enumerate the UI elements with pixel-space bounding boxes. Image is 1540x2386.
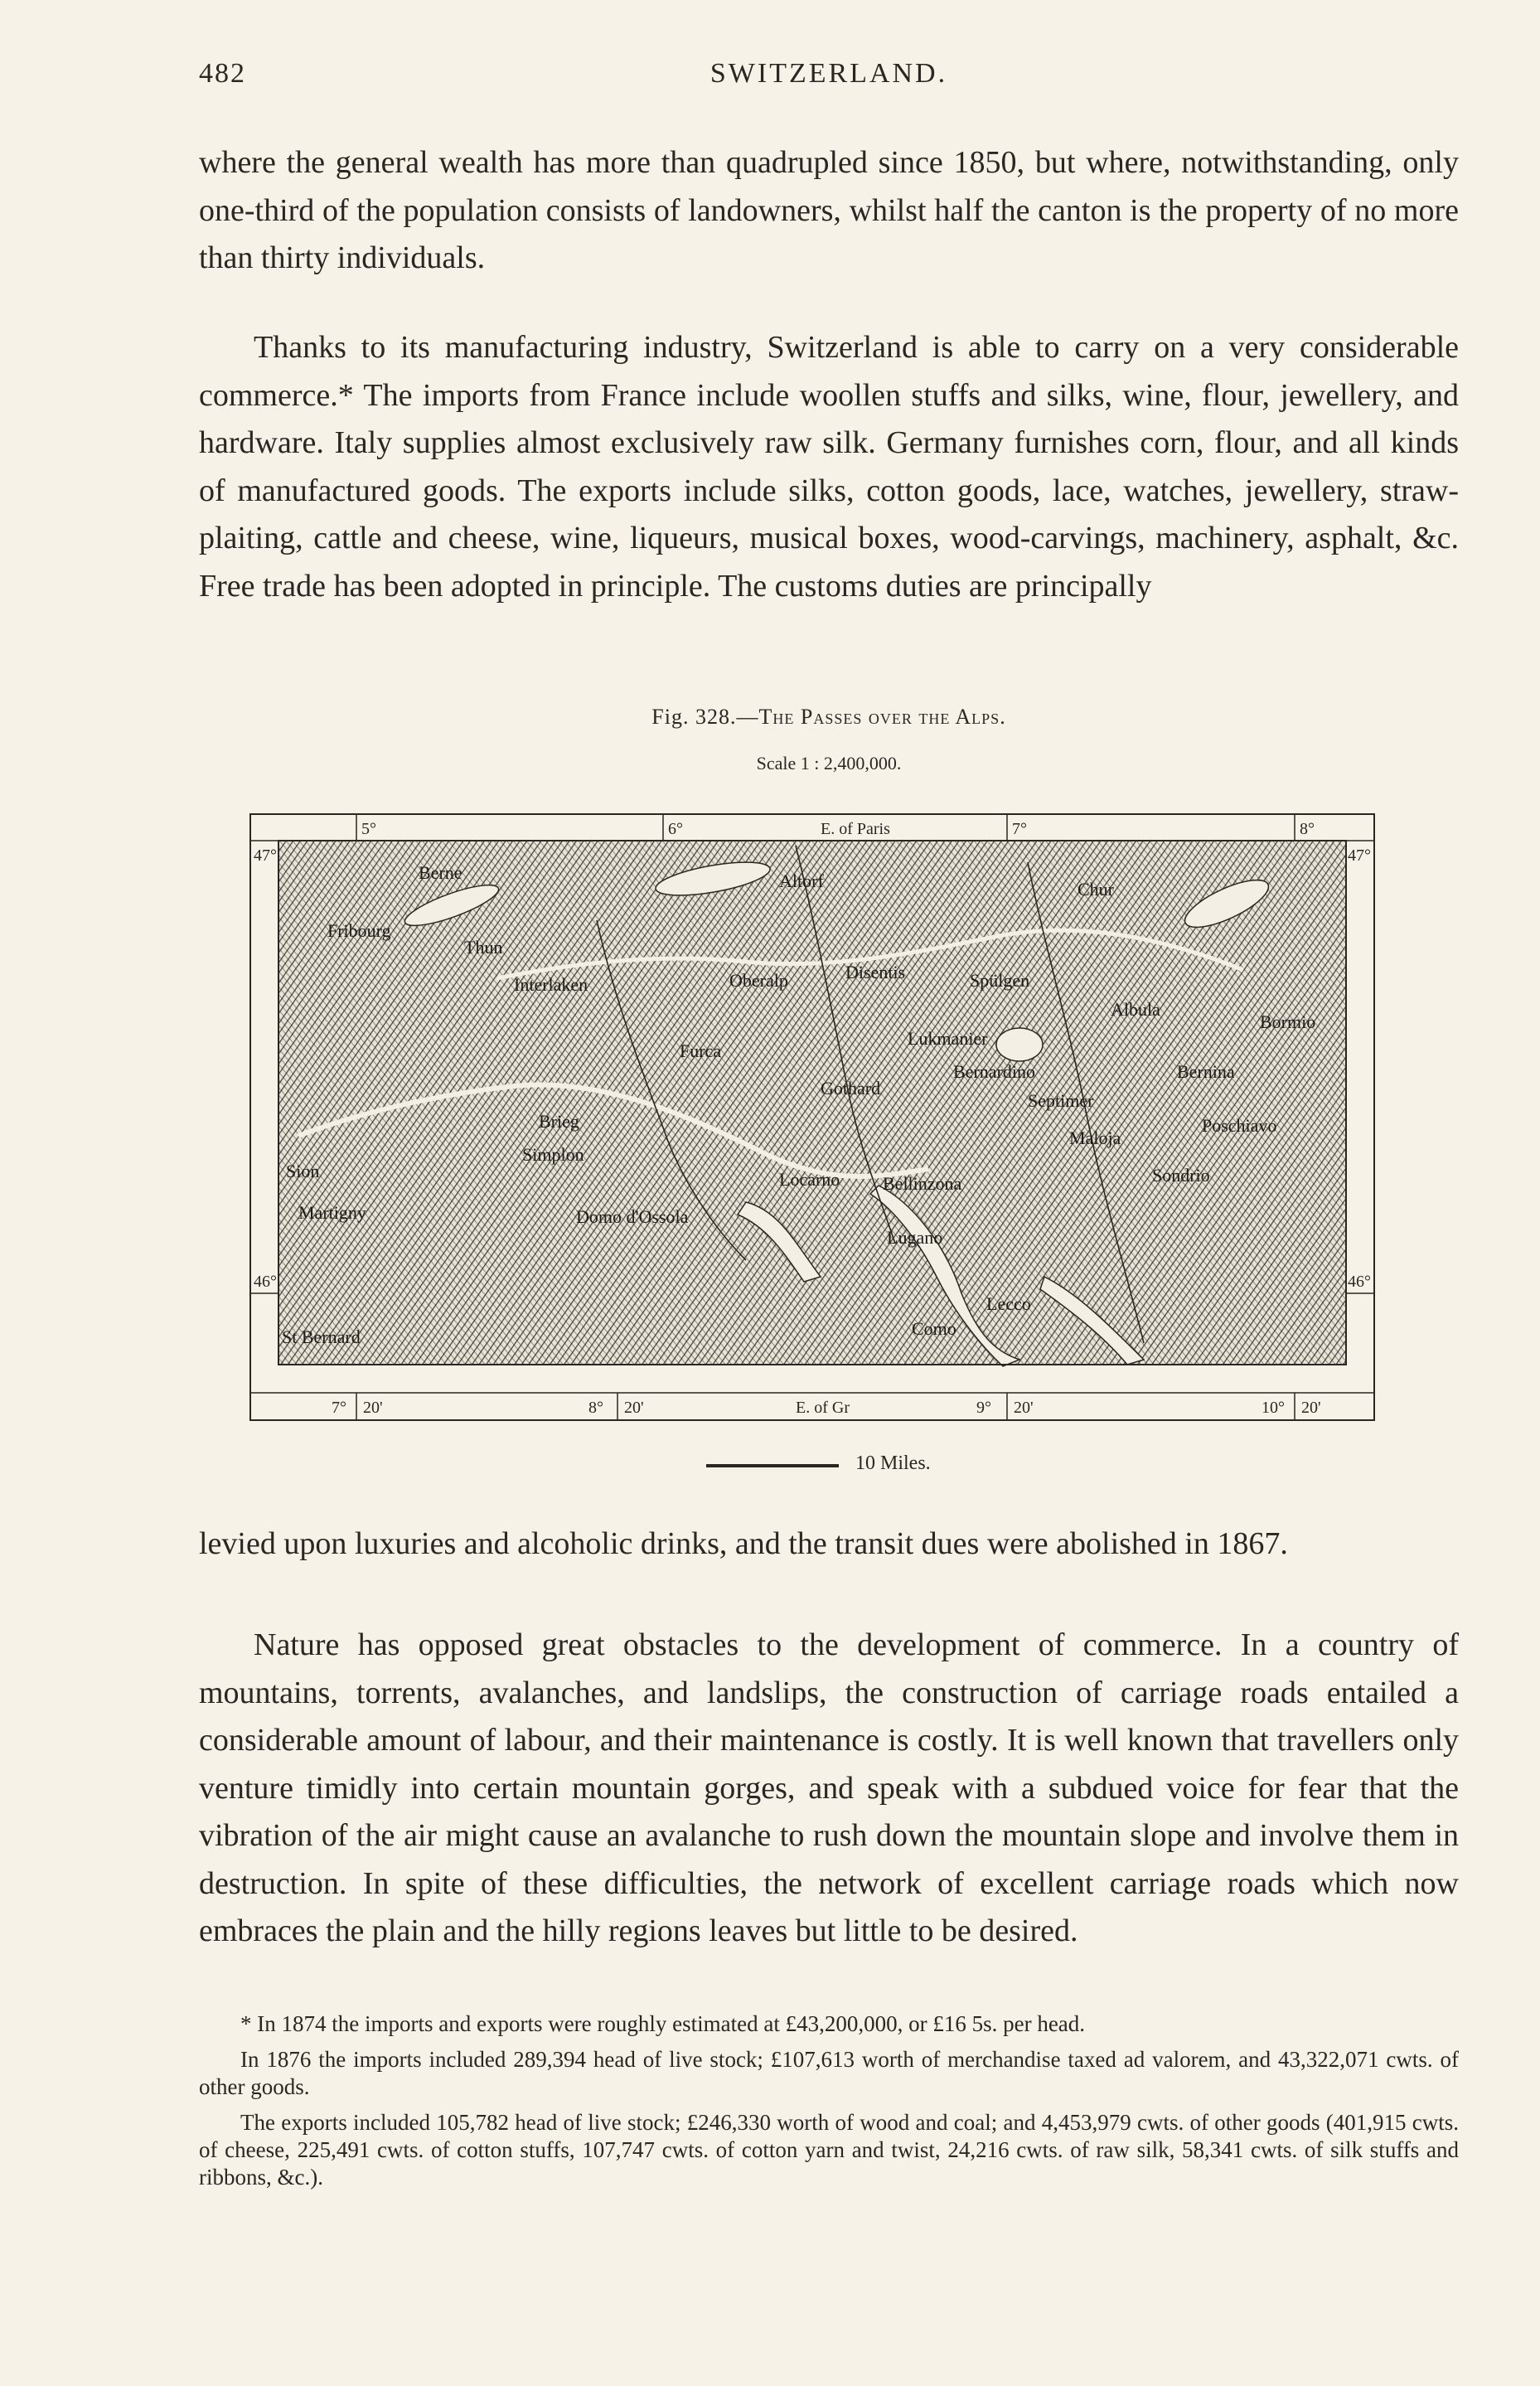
lake-engadine bbox=[996, 1028, 1043, 1061]
page-header bbox=[199, 58, 1459, 99]
paragraph-3: levied upon luxuries and alcoholic drinks, and the transit dues were abolished in 1867. bbox=[199, 1526, 1288, 1561]
place-splugen: Spülgen bbox=[970, 970, 1030, 991]
scale-bar-label: 10 Miles. bbox=[855, 1452, 931, 1474]
place-fribourg: Fribourg bbox=[327, 920, 391, 941]
lat-right-bottom: 46° bbox=[1348, 1273, 1371, 1291]
place-septimer: Septimer bbox=[1028, 1090, 1094, 1111]
lat-right-top: 47° bbox=[1348, 846, 1371, 865]
place-berne: Berne bbox=[419, 862, 462, 883]
place-disentis: Disentis bbox=[845, 962, 906, 982]
place-oberalp: Oberalp bbox=[729, 970, 788, 991]
place-poschiavo: Poschiavo bbox=[1202, 1115, 1277, 1136]
bottom-tick-4: 20' bbox=[624, 1399, 644, 1417]
place-como: Como bbox=[912, 1318, 956, 1339]
place-st-bernard: St Bernard bbox=[282, 1326, 361, 1347]
place-thun: Thun bbox=[464, 937, 503, 958]
running-title: SWITZERLAND. bbox=[709, 58, 948, 89]
figure-title: The Passes over the Alps. bbox=[758, 705, 1006, 729]
top-axis-label: E. of Paris bbox=[821, 820, 890, 838]
place-bormio: Bormio bbox=[1260, 1011, 1316, 1032]
paragraph-1: where the general wealth has more than quadrupled since 1850, but where, notwithstanding, only one-third of the population consists of landowners, whilst half the canton is the property of no more than thirty individuals. bbox=[199, 145, 1459, 275]
place-albula: Albula bbox=[1111, 999, 1160, 1020]
footnote-3: The exports included 105,782 head of live stock; £246,330 worth of wood and coal; and 4,453,979 cwts. of other goods (401,915 cwts. of cheese, 225,491 cwts. of cotton stuffs, 107,747 cwts. of cotton yarn and twist, 24,216 cwts. of raw silk, 58,341 cwts. of silk stuffs and ribbons, &c.). bbox=[199, 2110, 1459, 2190]
place-bellinzona: Bellinzona bbox=[883, 1173, 962, 1194]
bottom-tick-6: 20' bbox=[1014, 1399, 1034, 1417]
place-altorf: Altorf bbox=[779, 871, 824, 891]
place-martigny: Martigny bbox=[298, 1202, 366, 1223]
top-tick-3: 7° bbox=[1012, 820, 1027, 838]
bottom-tick-7: 10° bbox=[1262, 1399, 1285, 1417]
place-maloja: Maloja bbox=[1069, 1128, 1121, 1148]
figure-caption bbox=[199, 705, 1459, 730]
place-lecco: Lecco bbox=[986, 1293, 1031, 1314]
bottom-axis-label: E. of Gr bbox=[796, 1399, 850, 1417]
place-simplon: Simplon bbox=[522, 1144, 584, 1165]
place-bernina: Bernina bbox=[1177, 1061, 1235, 1082]
scale-bar-line bbox=[706, 1464, 839, 1467]
bottom-tick-3: 8° bbox=[588, 1399, 603, 1417]
place-interlaken: Interlaken bbox=[514, 974, 588, 995]
bottom-tick-2: 20' bbox=[363, 1399, 383, 1417]
place-chur: Chur bbox=[1078, 879, 1114, 900]
bottom-tick-8: 20' bbox=[1301, 1399, 1321, 1417]
place-lugano: Lugano bbox=[887, 1227, 943, 1248]
footnotes bbox=[199, 2010, 1459, 2199]
place-sion: Sion bbox=[286, 1161, 320, 1181]
lat-left-top: 47° bbox=[254, 846, 277, 865]
page-number: 482 bbox=[199, 58, 246, 89]
bottom-tick-1: 7° bbox=[332, 1399, 346, 1417]
paragraph-4: Nature has opposed great obstacles to the development of commerce. In a country of mountains, torrents, avalanches, and landslips, the construction of carriage roads entailed a considerable amount of labour, and their maintenance is costly. It is well known that travellers only venture timidly into certain mountain gorges, and speak with a subdued voice for fear that the vibration of the air might cause an avalanche to rush down the mountain slope and involve them in destruction. In spite of these difficulties, the network of excellent carriage roads which now embraces the plain and the hilly regions leaves but little to be desired. bbox=[199, 1627, 1459, 1948]
map-svg bbox=[249, 812, 1376, 1422]
place-bernardino: Bernardino bbox=[953, 1061, 1035, 1082]
bottom-tick-5: 9° bbox=[976, 1399, 991, 1417]
top-tick-2: 6° bbox=[668, 820, 683, 838]
place-domo-dossola: Domo d'Ossola bbox=[576, 1206, 689, 1227]
footnote-2: In 1876 the imports included 289,394 head of live stock; £107,613 worth of merchandise taxed ad valorem, and 43,322,071 cwts. of other goods. bbox=[199, 2047, 1459, 2099]
place-gothard: Gothard bbox=[821, 1078, 881, 1098]
place-lukmanier: Lukmanier bbox=[908, 1028, 988, 1049]
top-tick-4: 8° bbox=[1300, 820, 1315, 838]
place-locarno: Locarno bbox=[779, 1169, 840, 1190]
paragraph-2: Thanks to its manufacturing industry, Switzerland is able to carry on a very considerable commerce.* The imports from France include woollen stuffs and silks, wine, flour, jewellery, and hardware. Italy supplies almost exclusively raw silk. Germany furnishes corn, flour, and all kinds of manufactured goods. The exports include silks, cotton goods, lace, watches, jewellery, straw-plaiting, cattle and cheese, wine, liqueurs, musical boxes, wood-carvings, machinery, asphalt, &c. Free trade has been adopted in principle. The customs duties are principally bbox=[199, 330, 1459, 604]
lat-left-bottom: 46° bbox=[254, 1273, 277, 1291]
place-sondrio: Sondrio bbox=[1152, 1165, 1210, 1186]
place-brieg: Brieg bbox=[539, 1111, 579, 1132]
place-furca: Furca bbox=[680, 1040, 722, 1061]
figure-number: Fig. 328.— bbox=[651, 705, 759, 729]
footnote-1: * In 1874 the imports and exports were roughly estimated at £43,200,000, or £16 5s. per head. bbox=[240, 2011, 1086, 2036]
figure-scale: Scale 1 : 2,400,000. bbox=[756, 753, 902, 774]
top-tick-1: 5° bbox=[361, 820, 376, 838]
alps-passes-map bbox=[249, 812, 1376, 1422]
